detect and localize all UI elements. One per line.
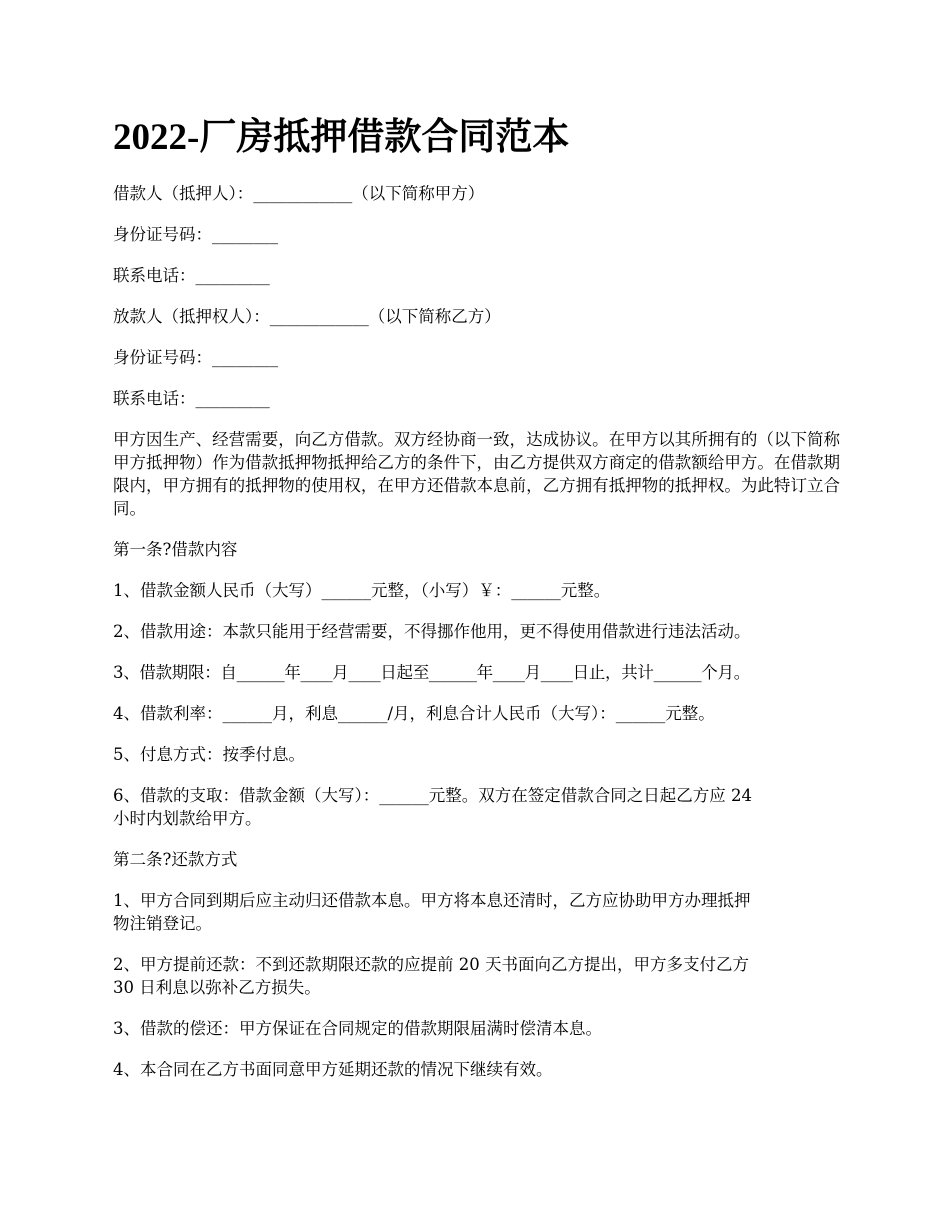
article-1-item-2: 2、借款用途：本款只能用于经营需要，不得挪作他用，更不得使用借款进行违法活动。 bbox=[113, 622, 751, 641]
article-2-item-1-line-1: 1、甲方合同到期后应主动归还借款本息。甲方将本息还清时，乙方应协助甲方办理抵押 bbox=[113, 891, 751, 910]
article-1-item-5: 5、付息方式：按季付息。 bbox=[113, 745, 305, 764]
article-2-item-2-line-2: 30 日利息以弥补乙方损失。 bbox=[113, 978, 321, 997]
document-title: 2022-厂房抵押借款合同范本 bbox=[113, 117, 570, 158]
article-1-heading: 第一条?借款内容 bbox=[113, 540, 238, 559]
article-1-item-3: 3、借款期限：自______年____月____日起至______年____月____日止，共计______个月。 bbox=[113, 663, 750, 682]
article-2-item-4: 4、本合同在乙方书面同意甲方延期还款的情况下继续有效。 bbox=[113, 1060, 553, 1079]
lender-phone-field: 联系电话：_________ bbox=[113, 389, 270, 408]
borrower-field: 借款人（抵押人）：____________（以下简称甲方） bbox=[113, 184, 485, 203]
article-1-item-6-line-1: 6、借款的支取：借款金额（大写）：______元整。双方在签定借款合同之日起乙方应 24 bbox=[113, 786, 752, 805]
preamble-paragraph: 甲方因生产、经营需要，向乙方借款。双方经协商一致，达成协议。在甲方以其所拥有的（以下简称甲方抵押物）作为借款抵押物抵押给乙方的条件下，由乙方提供双方商定的借款额给甲方。在借款期限内，甲方拥有的抵押物的使用权，在甲方还借款本息前，乙方拥有抵押物的抵押权。为此特订立合同。 bbox=[113, 430, 840, 518]
article-2-item-1-line-2: 物注销登记。 bbox=[113, 914, 212, 933]
article-2-item-3: 3、借款的偿还：甲方保证在合同规定的借款期限届满时偿清本息。 bbox=[113, 1019, 602, 1038]
document-page bbox=[113, 112, 840, 1099]
borrower-phone-field: 联系电话：_________ bbox=[113, 266, 270, 285]
lender-field: 放款人（抵押权人）：____________（以下简称乙方） bbox=[113, 307, 501, 326]
borrower-id-field: 身份证号码：________ bbox=[113, 225, 278, 244]
article-2-item-1 bbox=[113, 889, 840, 935]
article-2-item-2 bbox=[113, 953, 840, 999]
article-2-heading: 第二条?还款方式 bbox=[113, 850, 238, 869]
article-1-item-6-line-2: 小时内划款给甲方。 bbox=[113, 809, 262, 828]
article-1-item-1: 1、借款金额人民币（大写）______元整，（小写）￥：______元整。 bbox=[113, 581, 611, 600]
article-1-item-6 bbox=[113, 784, 840, 830]
lender-id-field: 身份证号码：________ bbox=[113, 348, 278, 367]
article-2-item-2-line-1: 2、甲方提前还款：不到还款期限还款的应提前 20 天书面向乙方提出，甲方多支付乙方 bbox=[113, 955, 749, 974]
article-1-item-4: 4、借款利率：______月，利息______/月，利息合计人民币（大写）：______元整。 bbox=[113, 704, 715, 723]
